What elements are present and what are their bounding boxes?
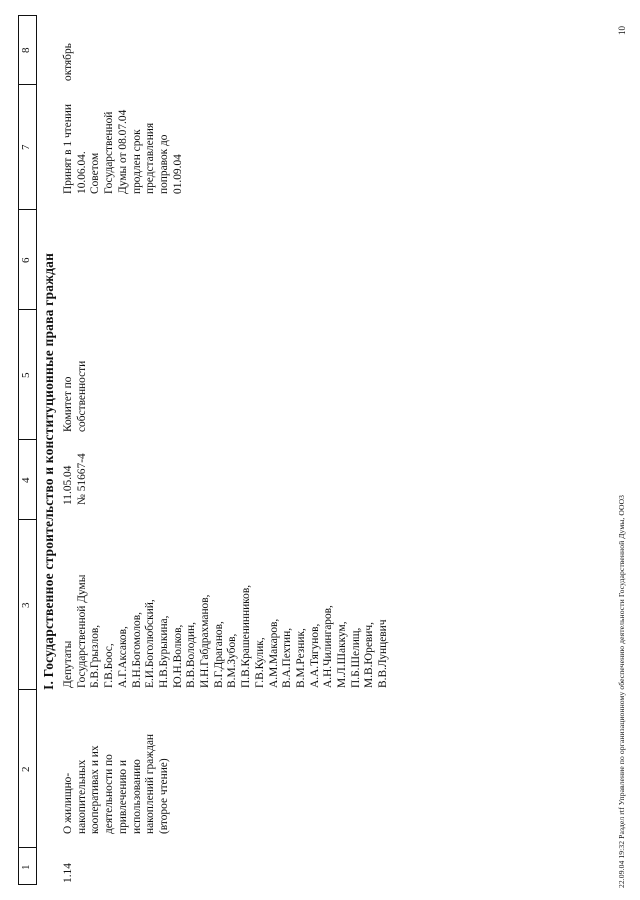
responsible-committee [62, 361, 89, 432]
text-line: Принят в 1 чтении [62, 104, 74, 194]
text-line: продлен срок [130, 129, 143, 194]
text-line: В.Г.Драганов, [212, 621, 225, 688]
bill-status [62, 104, 185, 194]
column-divider [18, 209, 36, 210]
text-line: А.А.Тягунов, [308, 623, 321, 688]
text-line: П.Б.Шелищ, [349, 627, 362, 688]
text-line: накоплений граждан [144, 733, 157, 834]
text-line: В.В.Володин, [185, 622, 198, 688]
text-line: И.Н.Габдрахманов, [199, 594, 212, 688]
text-line: 11.05.04 [62, 465, 74, 505]
planned-month [62, 43, 76, 81]
column-divider [18, 309, 36, 310]
text-line: Советом [89, 152, 102, 194]
column-number-4: 4 [20, 477, 32, 483]
text-line: деятельности по [103, 754, 116, 834]
column-number-2: 2 [20, 766, 32, 772]
text-line: Государственной Думы [75, 574, 88, 688]
column-divider [18, 847, 36, 848]
text-line: использованию [130, 759, 143, 834]
text-line: П.В.Крашенинников, [240, 584, 253, 688]
column-number-7: 7 [20, 144, 32, 150]
text-line: Депутаты [62, 640, 74, 688]
header-rule-bottom [36, 15, 37, 885]
column-number-1: 1 [20, 864, 32, 870]
text-line: Ю.Н.Волков, [171, 624, 184, 688]
text-line: Г.В.Кулик, [253, 637, 266, 688]
text-line: В.А.Пехтин, [281, 627, 294, 688]
text-line: А.Г.Аксаков, [116, 626, 129, 688]
text-line: В.М.Зубов, [226, 633, 239, 688]
text-line: М.В.Юревич, [363, 622, 376, 688]
bill-authors [62, 575, 391, 688]
text-line: В.В.Лунцевич [377, 619, 390, 688]
column-divider [18, 519, 36, 520]
column-divider [18, 689, 36, 690]
text-line: Комитет по [62, 376, 74, 432]
text-line: Г.В.Боос, [103, 643, 116, 688]
page-number: 10 [617, 26, 627, 35]
text-line: М.Л.Шаккум, [336, 621, 349, 688]
text-line: Думы от 08.07.04 [116, 109, 129, 194]
text-line: представления [144, 122, 157, 194]
column-divider [18, 884, 36, 885]
bill-date-number [62, 453, 89, 505]
column-number-3: 3 [20, 602, 32, 608]
text-line: А.Н.Чилингаров, [322, 605, 335, 688]
column-divider [18, 439, 36, 440]
text-line: собственности [75, 360, 88, 432]
text-line: поправок до [157, 134, 170, 194]
text-line: Е.И.Боголюбский, [144, 599, 157, 688]
text-line: А.М.Макаров, [267, 618, 280, 688]
column-divider [18, 84, 36, 85]
column-number-8: 8 [20, 47, 32, 53]
text-line: В.Н.Богомолов, [130, 612, 143, 688]
text-line: О жилищно- [62, 772, 74, 834]
text-line: 10.06.04. [75, 151, 88, 194]
text-line: Н.В.Бурыкина, [157, 615, 170, 688]
column-number-6: 6 [20, 257, 32, 263]
section-title: I. Государственное строительство и конституционные права граждан [41, 252, 56, 690]
text-line: октябрь [62, 43, 74, 81]
column-number-5: 5 [20, 372, 32, 378]
text-line: № 51667-4 [75, 453, 88, 505]
text-line: (второе чтение) [157, 758, 170, 834]
text-line: 01.09.04 [171, 154, 184, 194]
text-line: В.М.Резник, [294, 628, 307, 688]
text-line: Б.В.Грызлов, [89, 624, 102, 688]
text-line: кооперативах и их [89, 745, 102, 834]
header-rule-top [18, 15, 19, 885]
print-footer: 22.09.04 19:32 Раздел rtf Управление по организационному обеспечению деятельности Государственной Думы, ООО3 [617, 494, 626, 888]
row-number: 1.14 [62, 863, 74, 883]
bill-title [62, 734, 172, 834]
column-divider [18, 15, 36, 16]
text-line: привлечению и [116, 760, 129, 834]
text-line: накопительных [75, 759, 88, 834]
text-line: Государственной [103, 111, 116, 194]
